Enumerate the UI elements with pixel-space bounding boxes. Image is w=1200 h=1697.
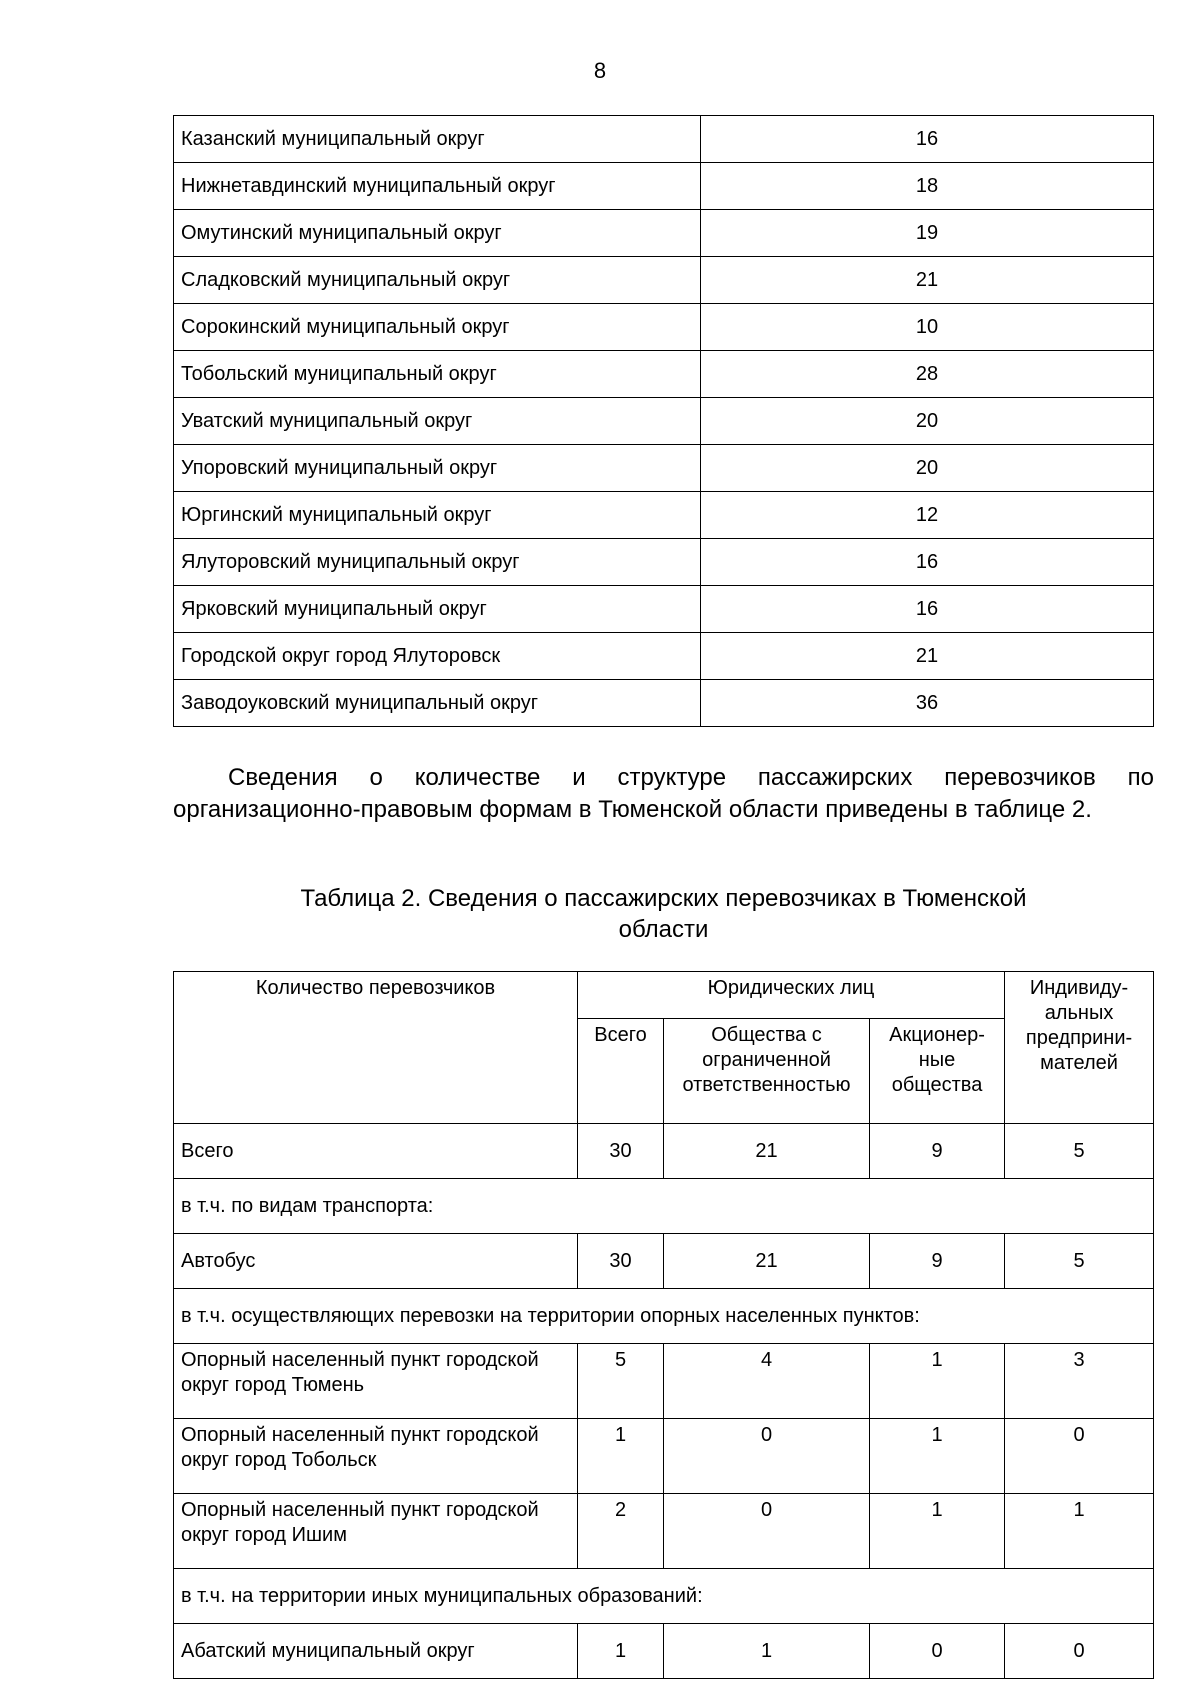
table-row — [174, 680, 1154, 727]
paragraph — [173, 762, 1154, 826]
table-row — [174, 1419, 1154, 1494]
cell-llc: 0 — [664, 1419, 870, 1494]
cell-individual: 0 — [1005, 1624, 1154, 1679]
table-row — [174, 1124, 1154, 1179]
district-value: 21 — [701, 633, 1154, 680]
table-caption — [173, 883, 1154, 945]
table-row — [174, 633, 1154, 680]
table-row — [174, 351, 1154, 398]
caption-line-2: области — [618, 916, 709, 943]
cell-individual: 5 — [1005, 1124, 1154, 1179]
district-value: 21 — [701, 257, 1154, 304]
cell-jsc: 9 — [870, 1124, 1005, 1179]
table-row — [174, 1234, 1154, 1289]
carriers-table-header — [174, 972, 1154, 1124]
cell-total: 30 — [578, 1124, 664, 1179]
district-value: 20 — [701, 398, 1154, 445]
section-label: в т.ч. осуществляющих перевозки на территории опорных населенных пунктов: — [174, 1289, 1154, 1344]
table-row — [174, 163, 1154, 210]
cell-llc: 21 — [664, 1124, 870, 1179]
district-name: Уватский муниципальный округ — [174, 398, 701, 445]
row-label: Опорный населенный пункт городской округ город Тюмень — [174, 1344, 578, 1419]
district-value: 28 — [701, 351, 1154, 398]
section-label: в т.ч. по видам транспорта: — [174, 1179, 1154, 1234]
district-value: 16 — [701, 586, 1154, 633]
cell-jsc: 1 — [870, 1344, 1005, 1419]
cell-total: 2 — [578, 1494, 664, 1569]
header-jsc: Акционер-ные общества — [870, 1019, 1005, 1124]
cell-jsc: 1 — [870, 1494, 1005, 1569]
page-number: 8 — [593, 58, 607, 83]
section-row — [174, 1289, 1154, 1344]
cell-total: 1 — [578, 1419, 664, 1494]
row-label: Автобус — [174, 1234, 578, 1289]
table-row — [174, 116, 1154, 163]
carriers-table — [173, 971, 1154, 1679]
section-row — [174, 1569, 1154, 1624]
district-value: 12 — [701, 492, 1154, 539]
cell-individual: 5 — [1005, 1234, 1154, 1289]
table-row — [174, 304, 1154, 351]
cell-llc: 21 — [664, 1234, 870, 1289]
district-value: 19 — [701, 210, 1154, 257]
district-name: Городской округ город Ялуторовск — [174, 633, 701, 680]
cell-individual: 1 — [1005, 1494, 1154, 1569]
district-value: 20 — [701, 445, 1154, 492]
table-row — [174, 445, 1154, 492]
table-row — [174, 210, 1154, 257]
header-legal-entities: Юридических лиц — [578, 972, 1005, 1019]
district-name: Сладковский муниципальный округ — [174, 257, 701, 304]
paragraph-text: Сведения о количестве и структуре пассажирских перевозчиков по организационно-правовым формам в Тюменской области приведены в таблице 2. — [173, 764, 1154, 823]
section-row — [174, 1179, 1154, 1234]
cell-llc: 0 — [664, 1494, 870, 1569]
district-name: Омутинский муниципальный округ — [174, 210, 701, 257]
district-name: Нижнетавдинский муниципальный округ — [174, 163, 701, 210]
section-label: в т.ч. на территории иных муниципальных образований: — [174, 1569, 1154, 1624]
caption-line-1: Таблица 2. Сведения о пассажирских перевозчиках в Тюменской — [300, 885, 1027, 912]
cell-llc: 1 — [664, 1624, 870, 1679]
district-value: 10 — [701, 304, 1154, 351]
header-carriers-count: Количество перевозчиков — [174, 972, 578, 1124]
row-label: Всего — [174, 1124, 578, 1179]
district-name: Упоровский муниципальный округ — [174, 445, 701, 492]
cell-jsc: 1 — [870, 1419, 1005, 1494]
header-individual-entrepreneurs: Индивиду-альных предприни-мателей — [1005, 972, 1154, 1124]
district-name: Юргинский муниципальный округ — [174, 492, 701, 539]
districts-table — [173, 115, 1154, 727]
table-row — [174, 539, 1154, 586]
district-value: 36 — [701, 680, 1154, 727]
cell-total: 30 — [578, 1234, 664, 1289]
table-row — [174, 1344, 1154, 1419]
header-llc: Общества с ограниченной ответственностью — [664, 1019, 870, 1124]
table-row — [174, 586, 1154, 633]
cell-jsc: 0 — [870, 1624, 1005, 1679]
carriers-table-body — [174, 1124, 1154, 1679]
districts-table-body — [174, 116, 1154, 727]
table-row — [174, 1494, 1154, 1569]
district-name: Заводоуковский муниципальный округ — [174, 680, 701, 727]
district-value: 16 — [701, 116, 1154, 163]
cell-total: 1 — [578, 1624, 664, 1679]
district-name: Ялуторовский муниципальный округ — [174, 539, 701, 586]
cell-individual: 0 — [1005, 1419, 1154, 1494]
row-label: Опорный населенный пункт городской округ город Тобольск — [174, 1419, 578, 1494]
district-name: Казанский муниципальный округ — [174, 116, 701, 163]
district-name: Тобольский муниципальный округ — [174, 351, 701, 398]
row-label: Абатский муниципальный округ — [174, 1624, 578, 1679]
table-row — [174, 257, 1154, 304]
cell-individual: 3 — [1005, 1344, 1154, 1419]
table-row — [174, 398, 1154, 445]
cell-llc: 4 — [664, 1344, 870, 1419]
cell-jsc: 9 — [870, 1234, 1005, 1289]
table-row — [174, 492, 1154, 539]
cell-total: 5 — [578, 1344, 664, 1419]
district-value: 16 — [701, 539, 1154, 586]
district-name: Ярковский муниципальный округ — [174, 586, 701, 633]
row-label: Опорный населенный пункт городской округ город Ишим — [174, 1494, 578, 1569]
header-total: Всего — [578, 1019, 664, 1124]
district-value: 18 — [701, 163, 1154, 210]
table-row — [174, 1624, 1154, 1679]
district-name: Сорокинский муниципальный округ — [174, 304, 701, 351]
